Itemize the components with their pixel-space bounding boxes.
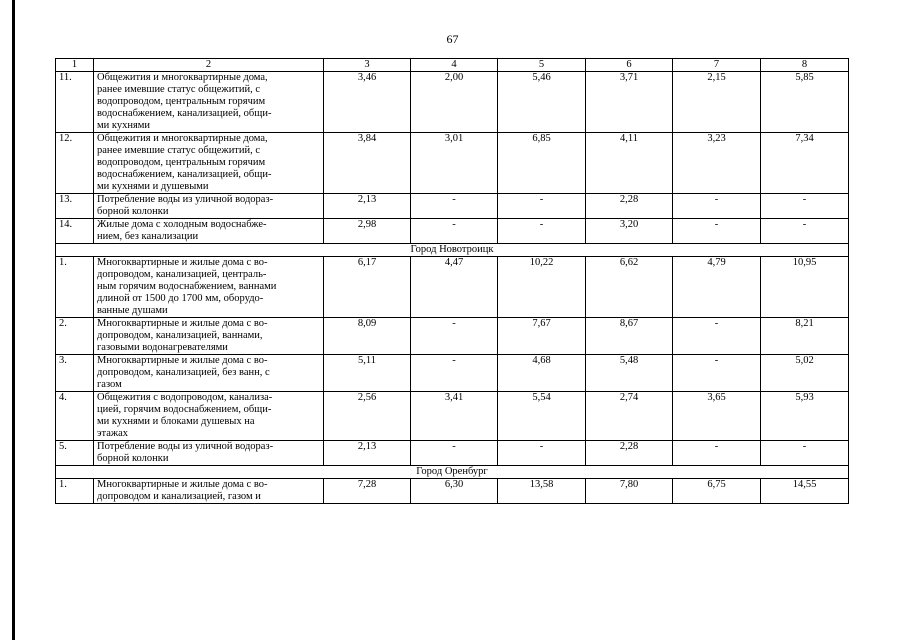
table-row [56,355,849,392]
row-number: 4. [56,392,94,441]
value-cell: 3,71 [586,72,673,133]
description-line: Многоквартирные и жилые дома с во- [97,257,268,268]
value-cell: 3,46 [324,72,411,133]
value-cell: - [673,441,761,466]
value-cell: 2,28 [586,194,673,219]
column-header: 1 [56,59,94,72]
description-line: ранее имевшие статус общежитий, с [97,145,261,156]
value-cell: 7,80 [586,479,673,504]
description-line: Многоквартирные и жилые дома с во- [97,355,268,366]
table-row [56,72,849,133]
value-cell: 2,56 [324,392,411,441]
value-cell: 2,15 [673,72,761,133]
row-description [94,219,324,244]
value-cell: 5,02 [761,355,849,392]
description-line: борной колонки [97,206,169,217]
value-cell: - [411,219,498,244]
value-cell: 4,68 [498,355,586,392]
table-row [56,479,849,504]
value-cell: 2,13 [324,194,411,219]
value-cell: 6,30 [411,479,498,504]
value-cell: 3,65 [673,392,761,441]
description-line: Общежития и многоквартирные дома, [97,133,268,144]
value-cell: 6,17 [324,257,411,318]
description-line: допроводом, канализацией, ваннами, [97,330,263,341]
value-cell: 4,11 [586,133,673,194]
description-line: газом [97,379,122,390]
description-line: Многоквартирные и жилые дома с во- [97,318,268,329]
value-cell: 13,58 [498,479,586,504]
value-cell: 5,48 [586,355,673,392]
description-line: ми кухнями [97,120,151,131]
value-cell: 6,85 [498,133,586,194]
value-cell: 2,13 [324,441,411,466]
row-description [94,72,324,133]
value-cell: 4,79 [673,257,761,318]
row-number: 12. [56,133,94,194]
value-cell: - [673,355,761,392]
description-line: цией, горячим водоснабжением, общи- [97,404,272,415]
section-row [56,466,849,479]
value-cell: - [498,194,586,219]
description-line: этажах [97,428,129,439]
table-row [56,133,849,194]
value-cell: 10,22 [498,257,586,318]
description-line: допроводом и канализацией, газом и [97,491,261,502]
description-line: Многоквартирные и жилые дома с во- [97,479,268,490]
value-cell: - [673,318,761,355]
description-line: Общежития и многоквартирные дома, [97,72,268,83]
row-number: 1. [56,257,94,318]
value-cell: 3,20 [586,219,673,244]
value-cell: 5,54 [498,392,586,441]
row-description [94,257,324,318]
value-cell: 7,28 [324,479,411,504]
description-line: борной колонки [97,453,169,464]
table-row [56,441,849,466]
table-body [56,59,849,504]
row-description [94,318,324,355]
table-row [56,257,849,318]
description-line: ным горячим водоснабжением, ваннами [97,281,277,292]
column-header: 7 [673,59,761,72]
row-number: 1. [56,479,94,504]
value-cell: 3,41 [411,392,498,441]
value-cell: - [673,219,761,244]
tariff-table [55,58,849,504]
row-number: 3. [56,355,94,392]
description-line: длиной от 1500 до 1700 мм, оборудо- [97,293,264,304]
value-cell: 8,67 [586,318,673,355]
column-header: 6 [586,59,673,72]
table-row [56,318,849,355]
description-line: ми кухнями и душевыми [97,181,209,192]
value-cell: 2,98 [324,219,411,244]
value-cell: - [411,441,498,466]
description-line: водоснабжением, канализацией, общи- [97,169,272,180]
row-description [94,194,324,219]
value-cell: 7,34 [761,133,849,194]
description-line: нием, без канализации [97,231,199,242]
value-cell: - [411,194,498,219]
value-cell: 14,55 [761,479,849,504]
column-header: 4 [411,59,498,72]
row-number: 5. [56,441,94,466]
description-line: Потребление воды из уличной водораз- [97,441,274,452]
value-cell: 5,85 [761,72,849,133]
row-number: 14. [56,219,94,244]
row-description [94,133,324,194]
description-line: ми кухнями и блоками душевых на [97,416,255,427]
value-cell: 8,21 [761,318,849,355]
row-number: 11. [56,72,94,133]
description-line: допроводом, канализацией, без ванн, с [97,367,270,378]
value-cell: - [761,194,849,219]
table-row [56,392,849,441]
value-cell: - [673,194,761,219]
header-row [56,59,849,72]
value-cell: 8,09 [324,318,411,355]
row-description [94,392,324,441]
value-cell: 6,75 [673,479,761,504]
section-row [56,244,849,257]
value-cell: 5,93 [761,392,849,441]
column-header: 2 [94,59,324,72]
section-title: Город Оренбург [56,466,849,479]
description-line: Потребление воды из уличной водораз- [97,194,274,205]
value-cell: 3,01 [411,133,498,194]
value-cell: - [761,219,849,244]
description-line: ванные душами [97,305,168,316]
description-line: водоснабжением, канализацией, общи- [97,108,272,119]
value-cell: - [498,441,586,466]
description-line: водопроводом, центральным горячим [97,96,266,107]
description-line: водопроводом, центральным горячим [97,157,266,168]
table-row [56,219,849,244]
value-cell: 4,47 [411,257,498,318]
value-cell: 3,23 [673,133,761,194]
value-cell: - [411,355,498,392]
column-header: 5 [498,59,586,72]
description-line: допроводом, канализацией, централь- [97,269,267,280]
value-cell: - [761,441,849,466]
value-cell: 2,74 [586,392,673,441]
value-cell: 10,95 [761,257,849,318]
row-description [94,479,324,504]
value-cell: 5,11 [324,355,411,392]
section-title: Город Новотроицк [56,244,849,257]
row-number: 2. [56,318,94,355]
description-line: ранее имевшие статус общежитий, с [97,84,261,95]
value-cell: 2,28 [586,441,673,466]
page-number: 67 [446,32,459,46]
description-line: Общежития с водопроводом, канализа- [97,392,273,403]
row-description [94,355,324,392]
value-cell: - [411,318,498,355]
row-number: 13. [56,194,94,219]
table-row [56,194,849,219]
column-header: 8 [761,59,849,72]
value-cell: - [498,219,586,244]
value-cell: 5,46 [498,72,586,133]
column-header: 3 [324,59,411,72]
value-cell: 3,84 [324,133,411,194]
description-line: Жилые дома с холодным водоснабже- [97,219,267,230]
value-cell: 7,67 [498,318,586,355]
binding-edge-line [12,0,15,640]
row-description [94,441,324,466]
description-line: газовыми водонагревателями [97,342,228,353]
value-cell: 2,00 [411,72,498,133]
value-cell: 6,62 [586,257,673,318]
